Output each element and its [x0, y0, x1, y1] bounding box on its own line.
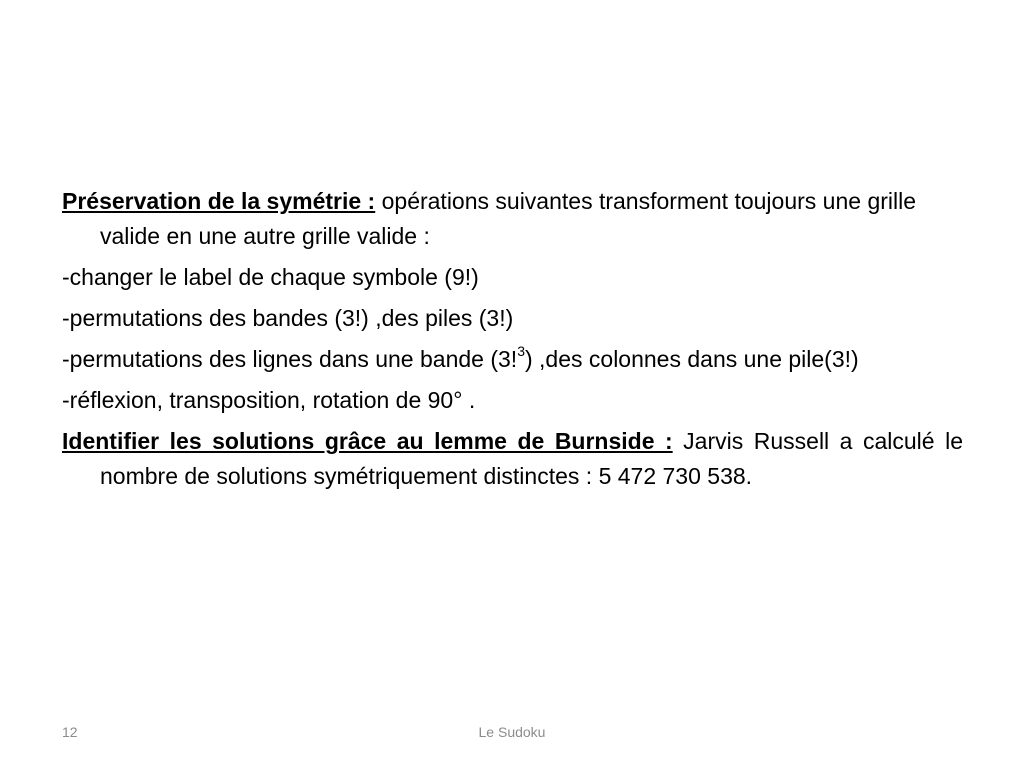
symmetry-heading: Préservation de la symétrie : [62, 188, 376, 214]
burnside-text: Jarvis Russell a calculé le nombre de solutions symétriquement distinctes : 5 472 730 538. [100, 428, 963, 489]
burnside-heading: Identifier les solutions grâce au lemme de Burnside : [62, 428, 673, 454]
list-item-bands: -permutations des bandes (3!) ,des piles (3!) [62, 305, 514, 331]
burnside-paragraph [62, 424, 963, 494]
list-item-rows [62, 342, 963, 377]
list-item-relabel: -changer le label de chaque symbole (9!) [62, 264, 479, 290]
symmetry-paragraph [62, 184, 963, 254]
rows-exponent: 3 [517, 343, 525, 360]
slide-number: 12 [62, 724, 78, 740]
symmetry-text: opérations suivantes transforment toujours une grille valide en une autre grille valide : [100, 188, 917, 249]
rows-text-end: ) ,des colonnes dans une pile(3!) [524, 346, 859, 372]
list-item-reflection: -réflexion, transposition, rotation de 90° . [62, 387, 476, 413]
footer-title: Le Sudoku [478, 724, 546, 740]
slide-content [62, 184, 963, 500]
rows-text-start: -permutations des lignes dans une bande (3! [62, 346, 518, 372]
